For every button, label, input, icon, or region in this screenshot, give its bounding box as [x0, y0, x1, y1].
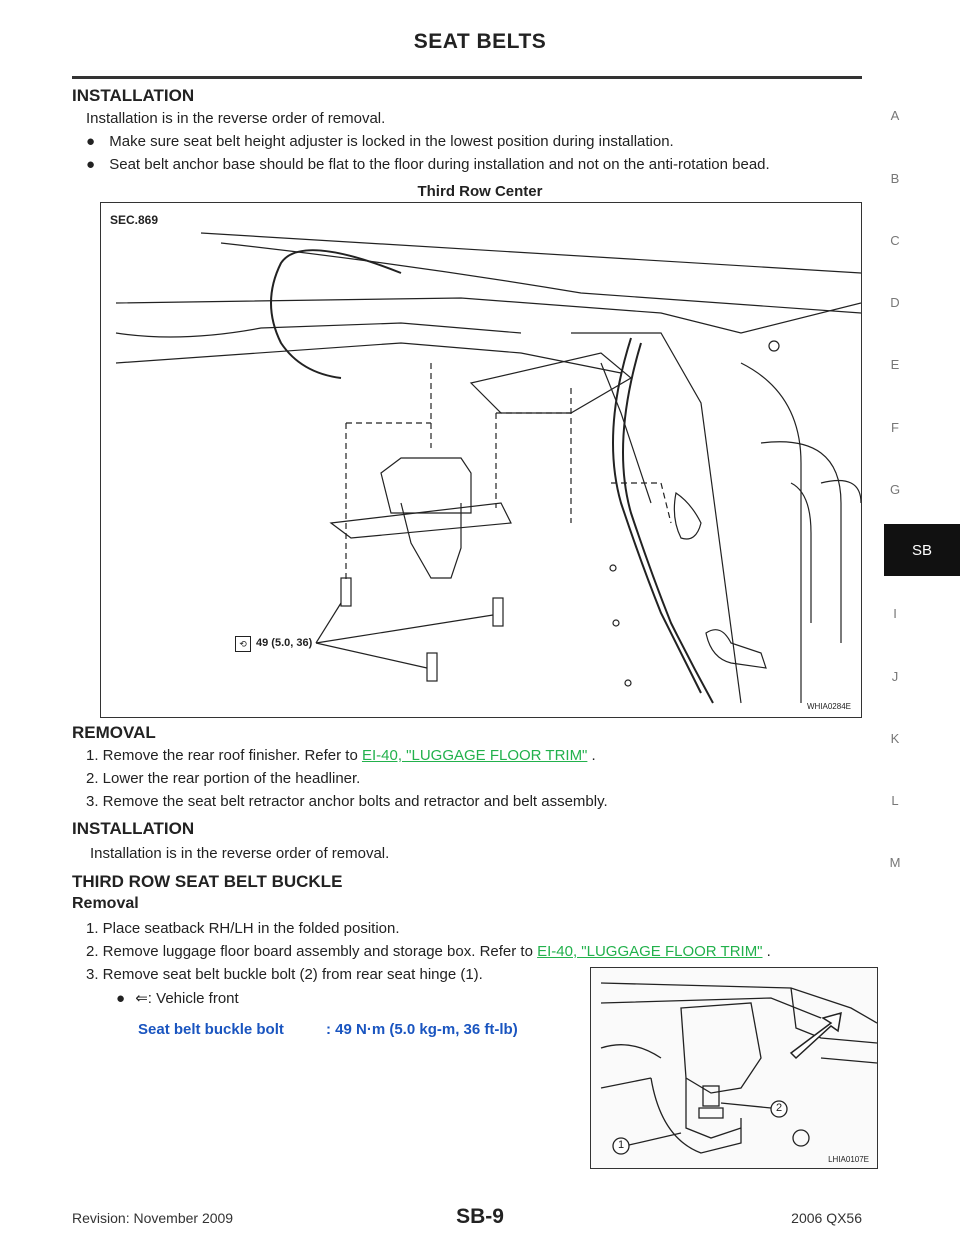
- page-title: SEAT BELTS: [413, 30, 547, 53]
- vehicle-front-note: ⇐: Vehicle front: [135, 990, 239, 1007]
- buckle-subheading: Removal: [72, 895, 139, 912]
- figure1-caption: Third Row Center: [417, 183, 543, 200]
- figure1-drawing: [101, 203, 861, 717]
- removal-step-3: 3. Remove the seat belt retractor anchor bolts and retractor and belt assembly.: [86, 793, 608, 810]
- luggage-floor-trim-link[interactable]: EI-40, "LUGGAGE FLOOR TRIM": [361, 747, 588, 764]
- side-index-g[interactable]: G: [889, 482, 901, 497]
- buckle-heading: THIRD ROW SEAT BELT BUCKLE: [72, 872, 343, 891]
- buckle-step-2-suffix: .: [762, 943, 771, 960]
- side-index-k[interactable]: K: [890, 731, 900, 746]
- removal-step-1-text: 1. Remove the rear roof finisher. Refer to: [86, 747, 362, 764]
- side-index-c[interactable]: C: [890, 233, 900, 248]
- bullet-text: Seat belt anchor base should be flat to the floor during installation and not on the anti-rotation bead.: [109, 156, 770, 173]
- buckle-step-1: 1. Place seatback RH/LH in the folded position.: [86, 920, 400, 937]
- bullet-dot: ●: [86, 133, 96, 150]
- removal-step-1-suffix: .: [587, 747, 596, 764]
- spec-label: Seat belt buckle bolt: [138, 1021, 284, 1038]
- side-index-d[interactable]: D: [890, 295, 900, 310]
- figure2-code: LHIA0107E: [828, 1155, 869, 1164]
- side-index-b[interactable]: B: [890, 171, 900, 186]
- footer-revision: Revision: November 2009: [72, 1210, 234, 1226]
- installation-heading: INSTALLATION: [72, 86, 195, 105]
- side-index-sb-tab[interactable]: SB: [884, 524, 960, 576]
- bullet-item: [86, 156, 770, 173]
- bullet-item: [116, 989, 239, 1007]
- removal-step-1: [86, 747, 596, 764]
- luggage-floor-trim-link-2[interactable]: EI-40, "LUGGAGE FLOOR TRIM": [537, 943, 763, 960]
- installation-text-2: Installation is in the reverse order of removal.: [90, 845, 390, 862]
- callout-2: 2: [775, 1102, 783, 1114]
- figure1-sec-label: SEC.869: [110, 213, 159, 227]
- removal-heading: REMOVAL: [72, 723, 156, 742]
- side-index-m[interactable]: M: [889, 855, 901, 870]
- spec-value: : 49 N·m (5.0 kg-m, 36 ft-lb): [326, 1021, 518, 1038]
- buckle-step-2-text: 2. Remove luggage floor board assembly and storage box. Refer to: [86, 943, 538, 960]
- figure2-illustration: [590, 967, 878, 1169]
- header-rule: [72, 76, 862, 79]
- figure1-illustration: [100, 202, 862, 718]
- bullet-item: [86, 133, 674, 150]
- page-number: SB-9: [456, 1205, 504, 1228]
- installation-heading-2: INSTALLATION: [72, 819, 195, 838]
- side-index-l[interactable]: L: [891, 793, 899, 808]
- figure1-torque-label: 49 (5.0, 36): [256, 637, 313, 649]
- removal-step-2: 2. Lower the rear portion of the headliner.: [86, 770, 361, 787]
- torque-icon: ⟲: [235, 636, 251, 652]
- side-index-f[interactable]: F: [891, 420, 899, 435]
- buckle-step-2: [86, 943, 771, 960]
- installation-intro: Installation is in the reverse order of removal.: [86, 110, 386, 127]
- callout-1: 1: [617, 1139, 625, 1151]
- bullet-dot: ●: [116, 990, 126, 1007]
- figure1-code: WHIA0284E: [806, 702, 851, 711]
- footer-model: 2006 QX56: [791, 1210, 862, 1226]
- buckle-step-3: 3. Remove seat belt buckle bolt (2) from rear seat hinge (1).: [86, 966, 483, 983]
- side-index-e[interactable]: E: [890, 357, 900, 372]
- side-index-j[interactable]: J: [891, 669, 899, 684]
- side-index-a[interactable]: A: [890, 108, 900, 123]
- side-index-i[interactable]: I: [893, 606, 897, 621]
- figure2-drawing: [591, 968, 877, 1168]
- bullet-text: Make sure seat belt height adjuster is locked in the lowest position during installation.: [109, 133, 674, 150]
- bullet-dot: ●: [86, 156, 96, 173]
